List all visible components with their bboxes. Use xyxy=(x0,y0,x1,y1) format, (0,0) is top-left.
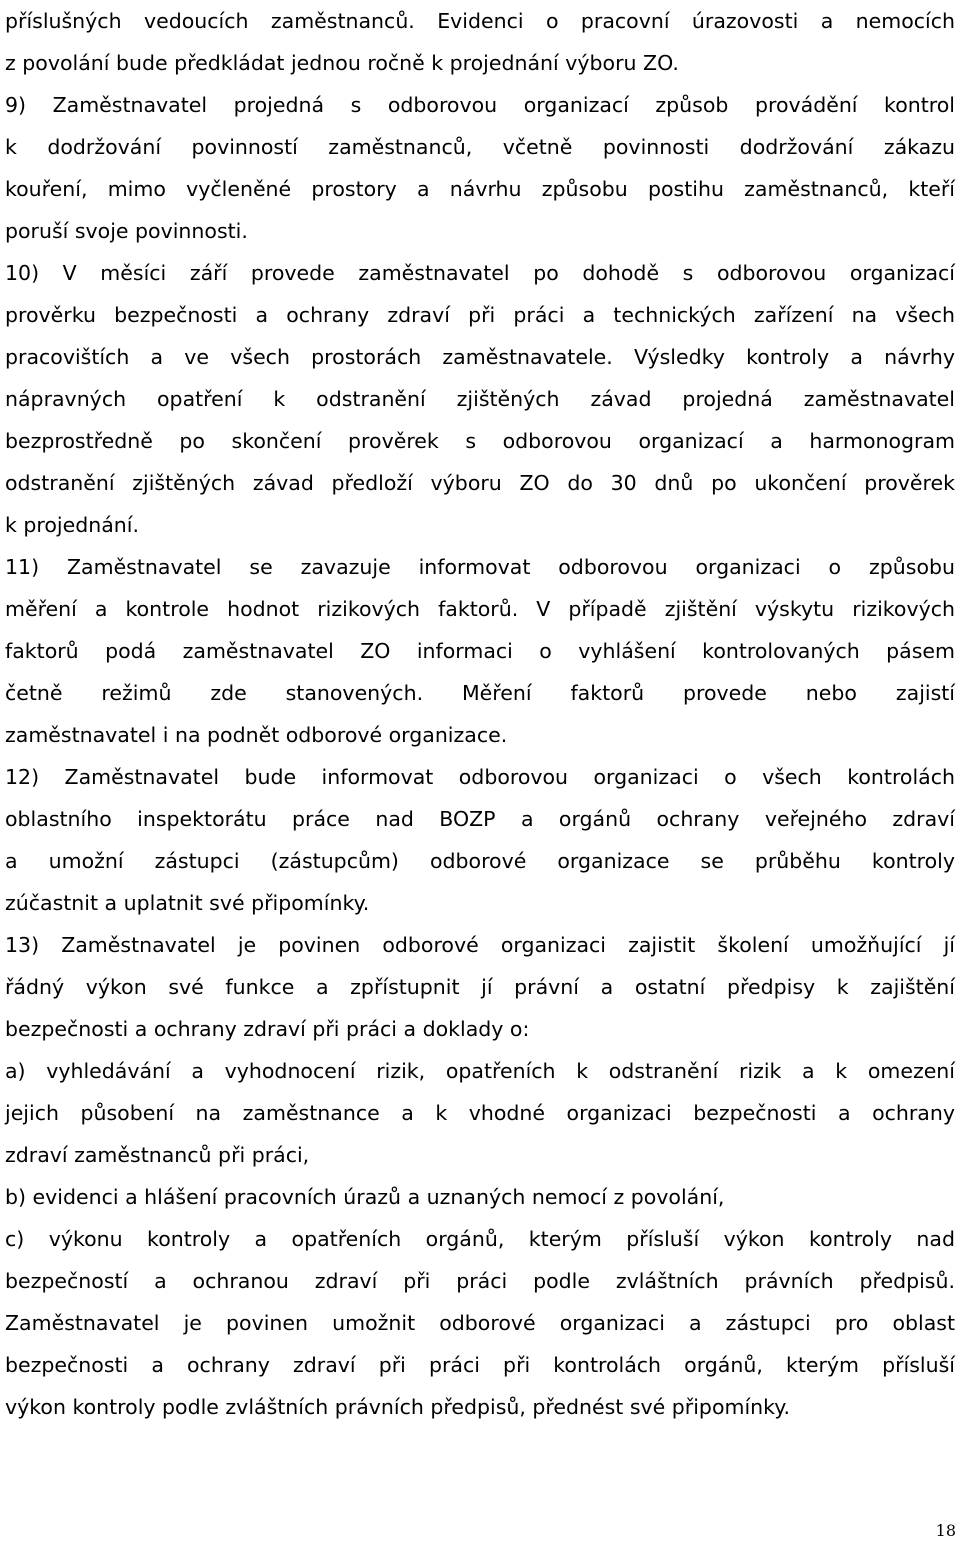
text-line: 9) Zaměstnavatel projedná s odborovou organizací způsob provádění kontrol xyxy=(5,93,955,117)
paragraph xyxy=(5,1218,955,1428)
text-line: k projednání. xyxy=(5,513,140,537)
text-line: c) výkonu kontroly a opatřeních orgánů, kterým přísluší výkon kontroly nad xyxy=(5,1227,955,1251)
text-line: bezpečnosti a ochrany zdraví při práci při kontrolách orgánů, kterým přísluší xyxy=(5,1353,955,1377)
text-line: z povolání bude předkládat jednou ročně k projednání výboru ZO. xyxy=(5,51,679,75)
text-line: četně režimů zde stanovených. Měření faktorů provede nebo zajistí xyxy=(5,681,955,705)
text-line: 12) Zaměstnavatel bude informovat odborovou organizaci o všech kontrolách xyxy=(5,765,955,789)
text-line: zúčastnit a uplatnit své připomínky. xyxy=(5,891,370,915)
text-line: výkon kontroly podle zvláštních právních předpisů, přednést své připomínky. xyxy=(5,1395,791,1419)
paragraph xyxy=(5,924,955,1050)
text-line: oblastního inspektorátu práce nad BOZP a orgánů ochrany veřejného zdraví xyxy=(5,807,955,831)
text-line: bezpečností a ochranou zdraví při práci podle zvláštních právních předpisů. xyxy=(5,1269,955,1293)
text-line: poruší svoje povinnosti. xyxy=(5,219,248,243)
text-line: k dodržování povinností zaměstnanců, včetně povinnosti dodržování zákazu xyxy=(5,135,955,159)
text-line: pracovištích a ve všech prostorách zaměstnavatele. Výsledky kontroly a návrhy xyxy=(5,345,955,369)
text-line: bezprostředně po skončení prověrek s odborovou organizací a harmonogram xyxy=(5,429,955,453)
paragraph xyxy=(5,84,955,252)
text-line: řádný výkon své funkce a zpřístupnit jí právní a ostatní předpisy k zajištění xyxy=(5,975,955,999)
text-line: Zaměstnavatel je povinen umožnit odborové organizaci a zástupci pro oblast xyxy=(5,1311,955,1335)
text-line: prověrku bezpečnosti a ochrany zdraví při práci a technických zařízení na všech xyxy=(5,303,955,327)
paragraph xyxy=(5,0,955,84)
text-line: kouření, mimo vyčleněné prostory a návrhu způsobu postihu zaměstnanců, kteří xyxy=(5,177,955,201)
text-line: nápravných opatření k odstranění zjištěných závad projedná zaměstnavatel xyxy=(5,387,955,411)
text-line: 11) Zaměstnavatel se zavazuje informovat odborovou organizaci o způsobu xyxy=(5,555,955,579)
paragraph xyxy=(5,756,955,924)
text-line: zaměstnavatel i na podnět odborové organizace. xyxy=(5,723,508,747)
document-body xyxy=(5,0,955,1428)
text-line: faktorů podá zaměstnavatel ZO informaci o vyhlášení kontrolovaných pásem xyxy=(5,639,955,663)
text-line: jejich působení na zaměstnance a k vhodné organizaci bezpečnosti a ochrany xyxy=(5,1101,955,1125)
text-line: a umožní zástupci (zástupcům) odborové organizace se průběhu kontroly xyxy=(5,849,955,873)
text-line: zdraví zaměstnanců při práci, xyxy=(5,1143,310,1167)
text-line: příslušných vedoucích zaměstnanců. Evidenci o pracovní úrazovosti a nemocích xyxy=(5,9,955,33)
text-line: bezpečnosti a ochrany zdraví při práci a doklady o: xyxy=(5,1017,530,1041)
paragraph xyxy=(5,1050,955,1176)
text-line: odstranění zjištěných závad předloží výboru ZO do 30 dnů po ukončení prověrek xyxy=(5,471,955,495)
text-line: a) vyhledávání a vyhodnocení rizik, opatřeních k odstranění rizik a k omezení xyxy=(5,1059,955,1083)
paragraph xyxy=(5,1176,955,1218)
text-line: 13) Zaměstnavatel je povinen odborové organizaci zajistit školení umožňující jí xyxy=(5,933,955,957)
text-line: 10) V měsíci září provede zaměstnavatel po dohodě s odborovou organizací xyxy=(5,261,955,285)
paragraph xyxy=(5,546,955,756)
page-number: 18 xyxy=(935,1521,956,1540)
text-line: měření a kontrole hodnot rizikových faktorů. V případě zjištění výskytu rizikových xyxy=(5,597,955,621)
text-line: b) evidenci a hlášení pracovních úrazů a uznaných nemocí z povolání, xyxy=(5,1185,725,1209)
paragraph xyxy=(5,252,955,546)
